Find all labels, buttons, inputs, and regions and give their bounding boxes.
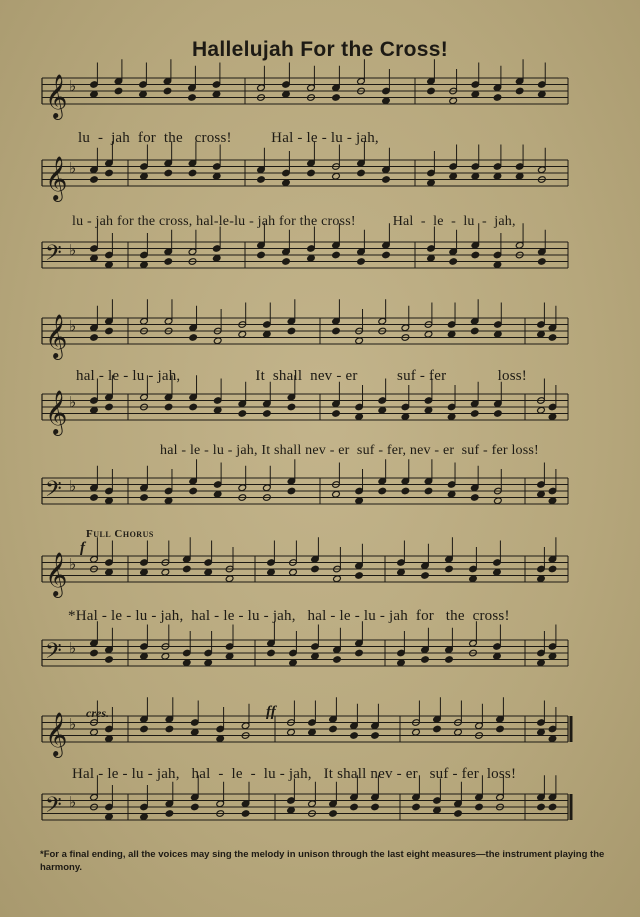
svg-text:♭: ♭ <box>69 555 77 573</box>
svg-text:♭: ♭ <box>69 715 77 733</box>
svg-text:𝄞: 𝄞 <box>45 314 68 358</box>
svg-text:𝄢: 𝄢 <box>45 477 62 507</box>
lyric-line-1: lu - jah for the cross! Hal - le - lu - jah, <box>78 130 379 146</box>
svg-text:𝄢: 𝄢 <box>45 241 62 271</box>
svg-text:𝄞: 𝄞 <box>45 552 68 596</box>
svg-text:♭: ♭ <box>69 241 77 259</box>
svg-text:𝄞: 𝄞 <box>45 390 68 434</box>
svg-text:𝄢: 𝄢 <box>45 793 62 823</box>
lyric-line-2: lu - jah for the cross, hal-le-lu - jah for the cross! Hal - le - lu - jah, <box>72 214 516 229</box>
full-chorus-label: Full Chorus <box>86 528 154 540</box>
svg-text:♭: ♭ <box>69 477 77 495</box>
svg-text:𝄞: 𝄞 <box>45 74 68 118</box>
svg-text:♭: ♭ <box>69 793 77 811</box>
svg-text:𝄞: 𝄞 <box>45 156 68 200</box>
svg-text:𝄢: 𝄢 <box>45 639 62 669</box>
crescendo-marking: cres. <box>86 706 109 720</box>
lyric-line-6: Hal - le - lu - jah, hal - le - lu - jah, It shall nev - er suf - fer loss! <box>72 766 517 782</box>
lyric-line-3: hal - le - lu - jah, It shall nev - er suf - fer loss! <box>76 368 527 384</box>
svg-text:♭: ♭ <box>69 639 77 657</box>
fortissimo-marking: ff <box>266 704 276 720</box>
svg-text:♭: ♭ <box>69 317 77 335</box>
svg-text:♭: ♭ <box>69 159 77 177</box>
footnote: *For a final ending, all the voices may sing the melody in unison through the last eight measures—the instrument playing the harmony. <box>40 849 605 873</box>
hymn-title: Hallelujah For the Cross! <box>191 38 449 61</box>
svg-text:♭: ♭ <box>69 393 77 411</box>
svg-text:𝄞: 𝄞 <box>45 712 68 756</box>
lyric-line-4: hal - le - lu - jah, It shall nev - er suf - fer, nev - er suf - fer loss! <box>160 443 539 458</box>
forte-marking: f <box>80 540 85 556</box>
lyric-line-5: *Hal - le - lu - jah, hal - le - lu - jah, hal - le - lu - jah for the cross! <box>68 608 510 624</box>
svg-text:♭: ♭ <box>69 77 77 95</box>
